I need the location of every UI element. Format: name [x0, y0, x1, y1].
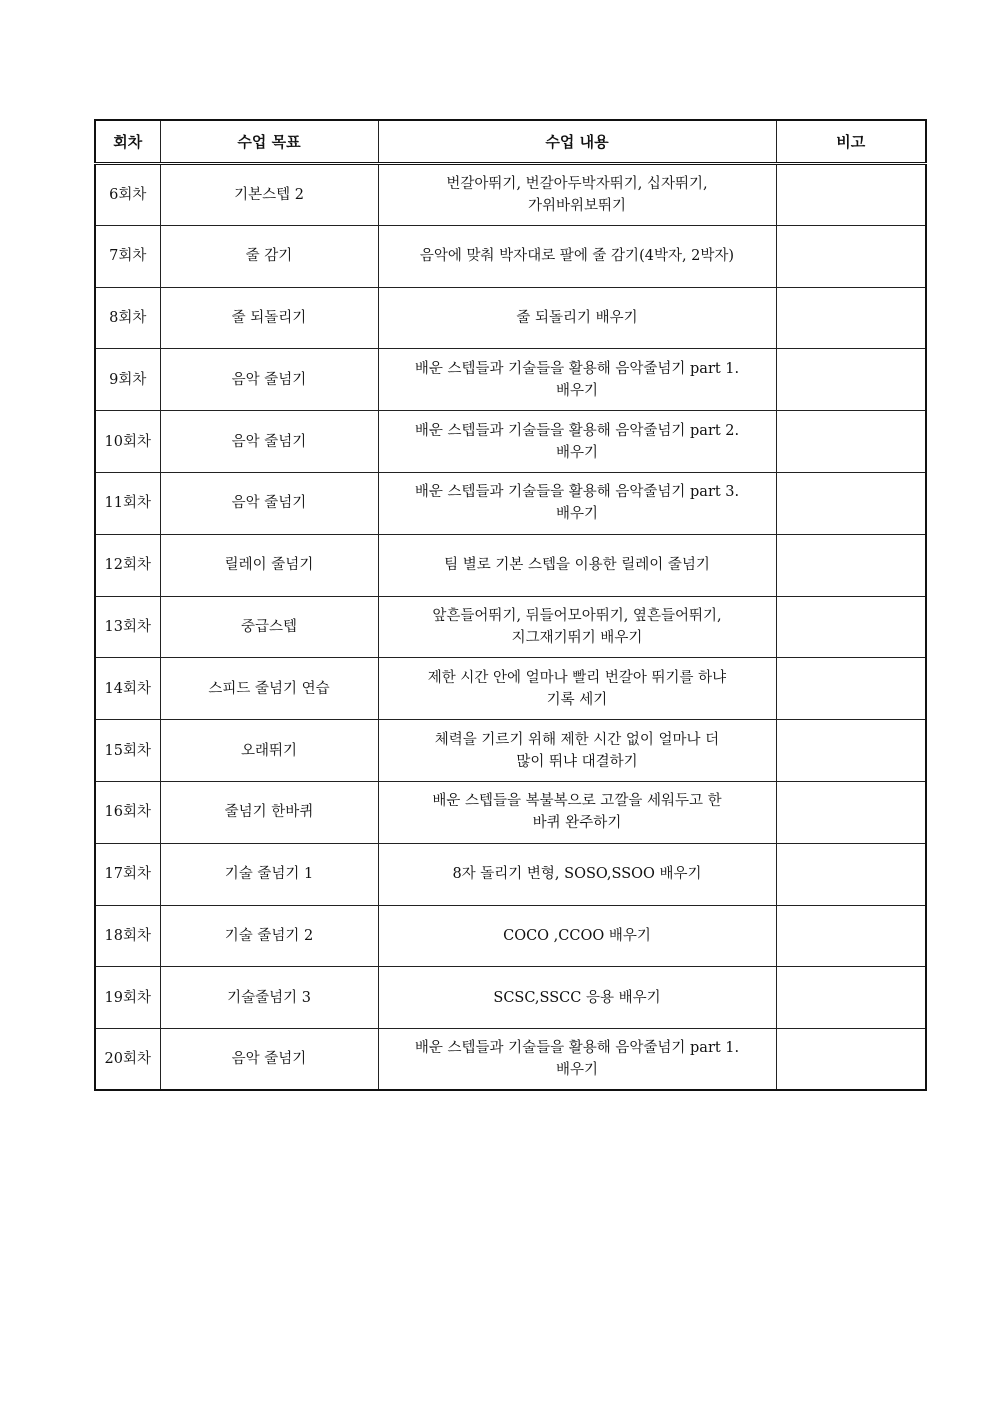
cell-note: [776, 843, 926, 905]
cell-session: 9회차: [95, 349, 160, 411]
table-row: [95, 349, 926, 411]
header-goal: 수업 목표: [160, 120, 378, 164]
table-row: [95, 596, 926, 658]
content-line: 지그재기뛰기 배우기: [511, 629, 643, 646]
cell-session: 11회차: [95, 472, 160, 534]
table-row: [95, 658, 926, 720]
cell-note: [776, 658, 926, 720]
content-line: 음악에 맞춰 박자대로 팔에 줄 감기(4박자, 2박자): [419, 248, 735, 265]
header-content: 수업 내용: [378, 120, 776, 164]
content-line: 배운 스텝들과 기술들을 활용해 음악줄넘기 part 2.: [414, 422, 740, 439]
cell-note: [776, 225, 926, 287]
content-line: 팀 별로 기본 스텝을 이용한 릴레이 줄넘기: [444, 557, 710, 574]
content-line: 바퀴 완주하기: [532, 815, 622, 832]
cell-goal: 기술 줄넘기 1: [160, 843, 378, 905]
content-line: 8자 돌리기 변형, SOSO,SSOO 배우기: [452, 866, 702, 883]
content-line: 기록 세기: [546, 691, 608, 708]
content-line: 번갈아뛰기, 번갈아두박자뛰기, 십자뛰기,: [446, 175, 708, 192]
cell-session: 14회차: [95, 658, 160, 720]
cell-goal: 음악 줄넘기: [160, 472, 378, 534]
table-row: [95, 905, 926, 967]
table-row: [95, 164, 926, 226]
cell-content: [378, 967, 776, 1029]
cell-goal: 음악 줄넘기: [160, 411, 378, 473]
table-header: [95, 120, 926, 164]
table-row: [95, 1029, 926, 1091]
cell-session: 13회차: [95, 596, 160, 658]
cell-content: [378, 781, 776, 843]
table-row: [95, 843, 926, 905]
content-line: 줄 되돌리기 배우기: [516, 309, 638, 326]
cell-content: [378, 349, 776, 411]
content-line: 배우기: [555, 1062, 599, 1079]
content-line: 배우기: [555, 444, 599, 461]
cell-note: [776, 349, 926, 411]
content-line: COCO ,CCOO 배우기: [503, 927, 651, 944]
table-row: [95, 720, 926, 782]
cell-content: [378, 905, 776, 967]
cell-content: [378, 658, 776, 720]
cell-goal: 오래뛰기: [160, 720, 378, 782]
cell-goal: 줄 감기: [160, 225, 378, 287]
cell-goal: 기본스텝 2: [160, 164, 378, 226]
cell-content: [378, 1029, 776, 1091]
cell-note: [776, 287, 926, 349]
cell-goal: 음악 줄넘기: [160, 349, 378, 411]
cell-goal: 줄 되돌리기: [160, 287, 378, 349]
cell-session: 17회차: [95, 843, 160, 905]
cell-note: [776, 596, 926, 658]
cell-goal: 릴레이 줄넘기: [160, 534, 378, 596]
cell-session: 10회차: [95, 411, 160, 473]
table-row: [95, 534, 926, 596]
table-row: [95, 225, 926, 287]
content-line: 가위바위보뛰기: [527, 197, 627, 214]
cell-note: [776, 905, 926, 967]
table-row: [95, 967, 926, 1029]
cell-content: [378, 411, 776, 473]
content-line: 체력을 기르기 위해 제한 시간 없이 얼마나 더: [434, 731, 720, 748]
table-row: [95, 411, 926, 473]
cell-goal: 기술줄넘기 3: [160, 967, 378, 1029]
table-row: [95, 472, 926, 534]
cell-session: 6회차: [95, 164, 160, 226]
content-line: 배우기: [555, 506, 599, 523]
cell-content: [378, 596, 776, 658]
cell-note: [776, 967, 926, 1029]
cell-note: [776, 720, 926, 782]
lesson-plan-table: [94, 119, 927, 1091]
cell-content: [378, 287, 776, 349]
content-line: 배운 스텝들과 기술들을 활용해 음악줄넘기 part 3.: [414, 484, 740, 501]
cell-note: [776, 164, 926, 226]
table-row: [95, 287, 926, 349]
content-line: 많이 뛰냐 대결하기: [516, 753, 638, 770]
content-line: 배운 스텝들과 기술들을 활용해 음악줄넘기 part 1.: [414, 1040, 740, 1057]
content-line: SCSC,SSCC 응용 배우기: [493, 989, 661, 1006]
header-row: [95, 120, 926, 164]
cell-goal: 기술 줄넘기 2: [160, 905, 378, 967]
cell-content: [378, 720, 776, 782]
cell-session: 18회차: [95, 905, 160, 967]
cell-session: 16회차: [95, 781, 160, 843]
table-body: [95, 164, 926, 1091]
cell-note: [776, 472, 926, 534]
cell-session: 15회차: [95, 720, 160, 782]
cell-content: [378, 534, 776, 596]
cell-content: [378, 472, 776, 534]
content-line: 제한 시간 안에 얼마나 빨리 번갈아 뛰기를 하냐: [427, 669, 727, 686]
cell-session: 20회차: [95, 1029, 160, 1091]
cell-goal: 음악 줄넘기: [160, 1029, 378, 1091]
cell-note: [776, 411, 926, 473]
cell-note: [776, 781, 926, 843]
content-line: 앞흔들어뛰기, 뒤들어모아뛰기, 옆흔들어뛰기,: [432, 607, 722, 624]
cell-session: 7회차: [95, 225, 160, 287]
content-line: 배운 스텝들과 기술들을 활용해 음악줄넘기 part 1.: [414, 360, 740, 377]
content-line: 배운 스텝들을 복불복으로 고깔을 세워두고 한: [432, 793, 722, 810]
cell-content: [378, 843, 776, 905]
cell-content: [378, 164, 776, 226]
content-line: 배우기: [555, 382, 599, 399]
header-session: 회차: [95, 120, 160, 164]
cell-session: 12회차: [95, 534, 160, 596]
cell-goal: 스피드 줄넘기 연습: [160, 658, 378, 720]
cell-goal: 중급스텝: [160, 596, 378, 658]
table-row: [95, 781, 926, 843]
cell-session: 8회차: [95, 287, 160, 349]
cell-goal: 줄넘기 한바퀴: [160, 781, 378, 843]
cell-note: [776, 534, 926, 596]
cell-session: 19회차: [95, 967, 160, 1029]
header-note: 비고: [776, 120, 926, 164]
cell-content: [378, 225, 776, 287]
cell-note: [776, 1029, 926, 1091]
